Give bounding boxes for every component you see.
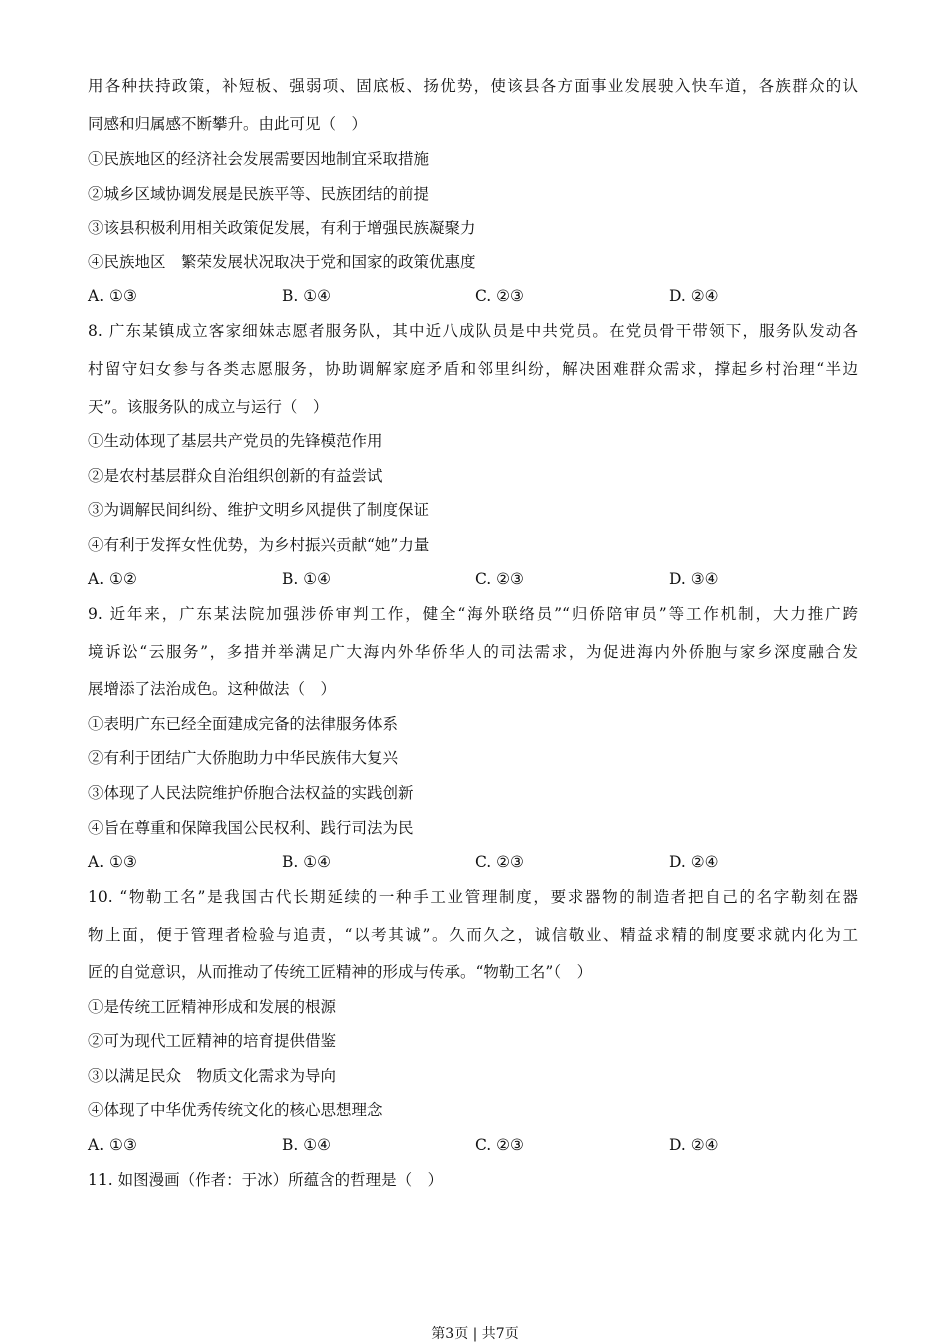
stem-line: 同感和归属感不断攀升。由此可见（ ） <box>88 115 368 133</box>
stem-line: 10. “物勒工名”是我国古代长期延续的一种手工业管理制度，要求器物的制造者把自己的名字勒刻在器 <box>88 888 858 906</box>
stem-line: 8. 广东某镇成立客家细妹志愿者服务队，其中近八成队员是中共党员。在党员骨干带领下，服务队发动各 <box>88 322 858 340</box>
statement-item: ①民族地区的经济社会发展需要因地制宜采取措施 <box>88 150 430 168</box>
statement-item: ②是农村基层群众自治组织创新的有益尝试 <box>88 467 383 485</box>
statement-item: ①生动体现了基层共产党员的先锋模范作用 <box>88 432 383 450</box>
option-d: D. ③④ <box>669 570 719 588</box>
statement-item: ③体现了人民法院维护侨胞合法权益的实践创新 <box>88 784 414 802</box>
statement-item: ①是传统工匠精神形成和发展的根源 <box>88 998 337 1016</box>
statement-item: ②有利于团结广大侨胞助力中华民族伟大复兴 <box>88 749 399 767</box>
page-footer: 第3页 | 共7页 <box>431 1326 519 1342</box>
option-c: C. ②③ <box>475 1136 524 1154</box>
option-b: B. ①④ <box>282 570 332 588</box>
option-c: C. ②③ <box>475 287 524 305</box>
statement-item: ④民族地区 繁荣发展状况取决于党和国家的政策优惠度 <box>88 253 476 271</box>
option-d: D. ②④ <box>669 1136 719 1154</box>
option-b: B. ①④ <box>282 853 332 871</box>
option-c: C. ②③ <box>475 853 524 871</box>
statement-item: ③为调解民间纠纷、维护文明乡风提供了制度保证 <box>88 501 430 519</box>
stem-line: 9. 近年来，广东某法院加强涉侨审判工作，健全“海外联络员”“归侨陪审员”等工作机制，大力推广跨 <box>88 605 858 623</box>
option-d: D. ②④ <box>669 853 719 871</box>
stem-line: 物上面，便于管理者检验与追责，“以考其诚”。久而久之，诚信敬业、精益求精的制度要求就内化为工 <box>88 926 858 944</box>
option-c: C. ②③ <box>475 570 524 588</box>
stem-line: 用各种扶持政策，补短板、强弱项、固底板、扬优势，使该县各方面事业发展驶入快车道，各族群众的认 <box>88 77 858 95</box>
statement-item: ②城乡区域协调发展是民族平等、民族团结的前提 <box>88 185 430 203</box>
option-a: A. ①② <box>88 570 137 588</box>
stem-line: 匠的自觉意识，从而推动了传统工匠精神的形成与传承。“物勒工名”（ ） <box>88 963 593 981</box>
option-b: B. ①④ <box>282 1136 332 1154</box>
statement-item: ④有利于发挥女性优势，为乡村振兴贡献“她”力量 <box>88 536 430 554</box>
option-a: A. ①③ <box>88 1136 137 1154</box>
stem-line: 11. 如图漫画（作者：于冰）所蕴含的哲理是（ ） <box>88 1171 444 1189</box>
stem-line: 村留守妇女参与各类志愿服务，协助调解家庭矛盾和邻里纠纷，解决困难群众需求，撑起乡村治理“半边 <box>88 360 858 378</box>
stem-line: 天”。该服务队的成立与运行（ ） <box>88 398 329 416</box>
statement-item: ③该县积极利用相关政策促发展，有利于增强民族凝聚力 <box>88 219 476 237</box>
statement-item: ③以满足民众 物质文化需求为导向 <box>88 1067 337 1085</box>
option-a: A. ①③ <box>88 287 137 305</box>
statement-item: ④旨在尊重和保障我国公民权利、践行司法为民 <box>88 819 414 837</box>
option-b: B. ①④ <box>282 287 332 305</box>
statement-item: ①表明广东已经全面建成完备的法律服务体系 <box>88 715 399 733</box>
option-d: D. ②④ <box>669 287 719 305</box>
statement-item: ②可为现代工匠精神的培育提供借鉴 <box>88 1032 337 1050</box>
stem-line: 境诉讼“云服务”，多措并举满足广大海内外华侨华人的司法需求，为促进海内外侨胞与家乡深度融合发 <box>88 643 858 661</box>
statement-item: ④体现了中华优秀传统文化的核心思想理念 <box>88 1101 383 1119</box>
option-a: A. ①③ <box>88 853 137 871</box>
stem-line: 展增添了法治成色。这种做法（ ） <box>88 680 337 698</box>
